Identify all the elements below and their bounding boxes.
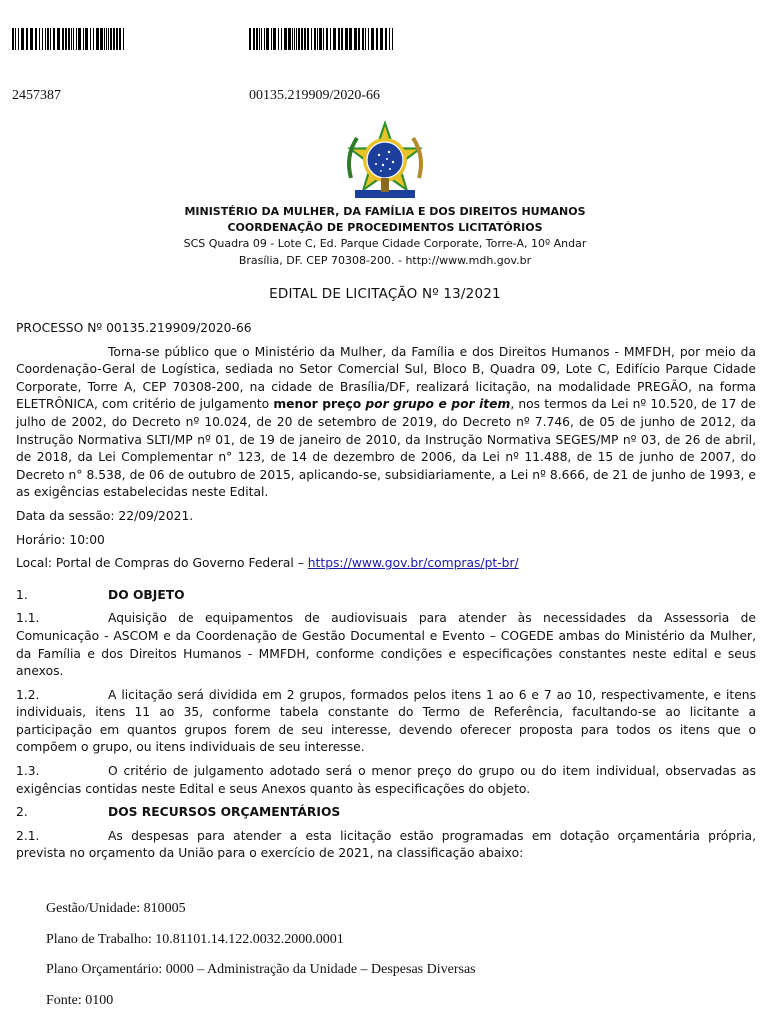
section-1-heading: 1. DO OBJETO: [16, 587, 185, 602]
coordination-name: COORDENAÇÃO DE PROCEDIMENTOS LICITATÓRIOS: [227, 221, 543, 234]
institution-address: SCS Quadra 09 - Lote C, Ed. Parque Cidade Corporate, Torre-A, 10º Andar: [183, 237, 587, 250]
institution-city: Brasília, DF. CEP 70308-200. - http://www.mdh.gov.br: [238, 254, 532, 267]
budget-source: Fonte: 0100: [46, 993, 114, 1008]
coat-of-arms-emblem: [342, 118, 428, 204]
compras-portal-link[interactable]: https://www.gov.br/compras/pt-br/: [307, 556, 519, 571]
ministry-name: MINISTÉRIO DA MULHER, DA FAMÍLIA E DOS DIREITOS HUMANOS: [184, 205, 586, 218]
item-2-1: 2.1. As despesas para atender a esta licitação estão programadas em dotação orçamentária própria, prevista no orçamento da União para o exercício de 2021, na classificação abaixo:: [16, 828, 756, 861]
item-1-3: 1.3. O critério de julgamento adotado será o menor preço do grupo ou do item individual, observadas as exigências contidas neste Edital e seus Anexos quanto às especificações do objeto.: [16, 764, 756, 796]
document-number: 2457387: [12, 88, 61, 103]
session-location: Local: Portal de Compras do Governo Federal – https://www.gov.br/compras/pt-br/: [16, 556, 519, 571]
document-body: [16, 320, 756, 869]
item-1-1: 1.1. Aquisição de equipamentos de audiovisuais para atender às necessidades da Assessoria de Comunicação - ASCOM e da Coordenação de Gestão Documental e Evento – COGEDE ambas do Ministério da Mulher, da Família e dos Direitos Humanos - MMFDH, conforme condições e especificações constantes neste edital e seus anexos.: [16, 611, 756, 679]
budget-plan: Plano Orçamentário: 0000 – Administração da Unidade – Despesas Diversas: [46, 962, 476, 977]
intro-paragraph: Torna-se público que o Ministério da Mulher, da Família e dos Direitos Humanos - MMFDH, por meio da Coordenação-Geral de Logística, sediada no Setor Comercial Sul, Bloco B, Quadra 09, Lote C, Edifício Parque Cidade Corporate, Torre A, CEP 70308-200, na cidade de Brasília/DF, realizará licitação, na modalidade PREGÃO, na forma ELETRÔNICA, com critério de julgamento menor preço por grupo e por item, nos termos da Lei nº 10.520, de 17 de julho de 2002, do Decreto nº 10.024, de 20 de setembro de 2019, do Decreto nº 7.746, de 05 de junho de 2012, da Instrução Normativa SLTI/MP nº 01, de 19 de janeiro de 2010, da Instrução Normativa SEGES/MP nº 03, de 26 de abril, de 2018, da Lei Complementar n° 123, de 14 de dezembro de 2006, da Lei nº 11.488, de 15 de junho de 2007, do Decreto n° 8.538, de 06 de outubro de 2015, aplicando-se, subsidiariamente, a Lei nº 8.666, de 21 de junho de 1993, e as exigências estabelecidas neste Edital.: [16, 344, 756, 500]
budget-unit: Gestão/Unidade: 810005: [46, 901, 186, 916]
session-date: Data da sessão: 22/09/2021.: [16, 508, 194, 523]
barcode-left: [12, 28, 126, 50]
barcode-right: [249, 28, 395, 50]
page-title: EDITAL DE LICITAÇÃO Nº 13/2021: [269, 286, 501, 302]
process-line: PROCESSO Nº 00135.219909/2020-66: [16, 321, 252, 335]
session-time: Horário: 10:00: [16, 532, 105, 547]
item-1-2: 1.2. A licitação será dividida em 2 grupos, formados pelos itens 1 ao 6 e 7 ao 10, respectivamente, e itens individuais, itens 11 ao 35, conforme tabela constante do Termo de Referência, facultando-se ao licitante a participação em quantos grupos forem de seu interesse, devendo oferecer proposta para todos os itens que o compõem o grupo, ou itens individuais de seu interesse.: [16, 687, 756, 755]
budget-work-plan: Plano de Trabalho: 10.81101.14.122.0032.2000.0001: [46, 932, 344, 947]
section-2-heading: 2. DOS RECURSOS ORÇAMENTÁRIOS: [16, 805, 341, 820]
process-number-header: 00135.219909/2020-66: [249, 88, 381, 103]
